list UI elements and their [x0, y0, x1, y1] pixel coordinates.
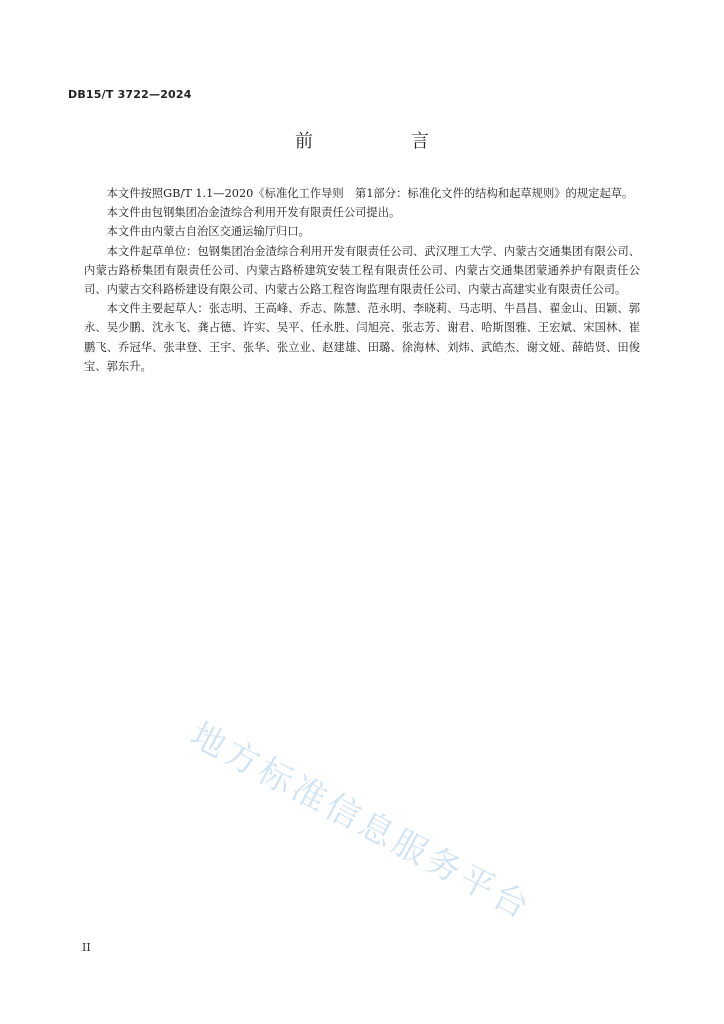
paragraph-proposer: 本文件由包钢集团冶金渣综合利用开发有限责任公司提出。: [106, 206, 401, 220]
foreword-body: [84, 184, 640, 376]
document-code: DB15/T 3722—2024: [68, 88, 192, 101]
paragraph-drafting-units: 本文件起草单位：包钢集团冶金渣综合利用开发有限责任公司、武汉理工大学、内蒙古交通集团有限公司、内蒙古路桥集团有限责任公司、内蒙古路桥建筑安装工程有限责任公司、内蒙古交通集团蒙通养护有限责任公司、内蒙古交科路桥建设有限公司、内蒙古公路工程咨询监理有限责任公司、内蒙古高建实业有限责任公司。: [84, 244, 640, 297]
watermark: 地方标准信息服务平台: [183, 714, 539, 929]
paragraph-drafters: 本文件主要起草人：张志明、王高峰、乔志、陈慧、范永明、李晓莉、马志明、牛昌昌、翟金山、田颖、郭永、吴少鹏、沈永飞、龚占德、许实、吴平、任永胜、闫旭亮、张志芳、谢君、哈斯图雅、王宏斌、宋国林、崔鹏飞、乔冠华、张聿登、王宇、张华、张立业、赵建雄、田璐、徐海林、刘炜、武皓杰、谢文娅、薛皓贤、田俊宝、郭东升。: [84, 302, 640, 373]
paragraph-administrator: 本文件由内蒙古自治区交通运输厅归口。: [106, 225, 310, 239]
page-number: II: [82, 941, 91, 954]
paragraph-drafting-rules: 本文件按照GB/T 1.1—2020《标准化工作导则 第1部分：标准化文件的结构和起草规则》的规定起草。: [106, 187, 634, 200]
page-title: 前 言: [295, 131, 469, 152]
